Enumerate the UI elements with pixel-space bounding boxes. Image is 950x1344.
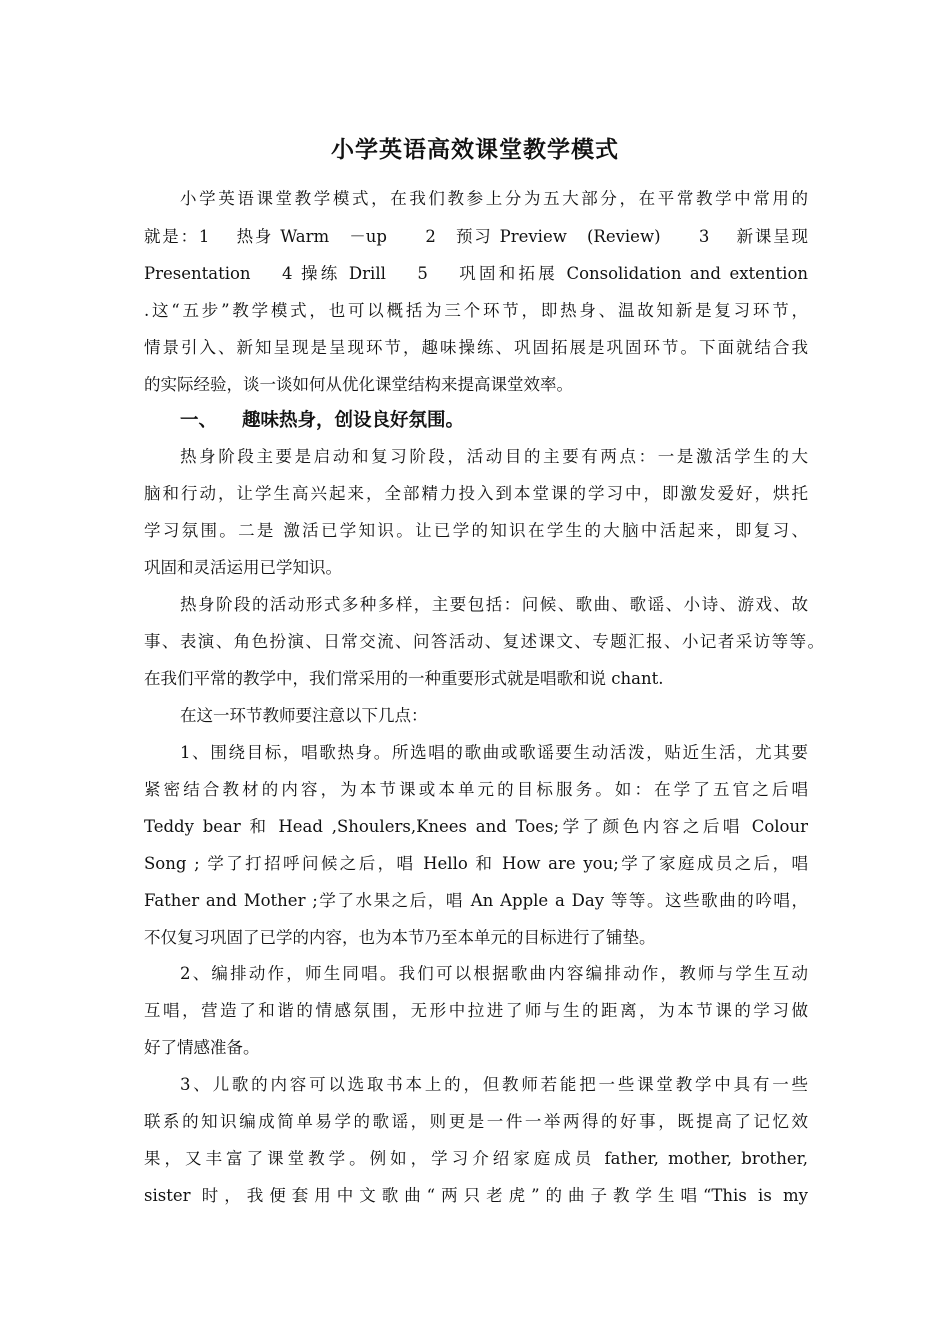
paragraph-line: 小学英语课堂教学模式，在我们教参上分为五大部分，在平常教学中常用的: [180, 189, 808, 208]
paragraph-line: 脑和行动，让学生高兴起来，全部精力投入到本堂课的学习中，即激发爱好，烘托: [144, 484, 808, 503]
paragraph-line: Teddy bear 和 Head ,Shoulers,Knees and Toes;学了颜色内容之后唱 Colour: [144, 817, 808, 836]
paragraph-line: 果，又丰富了课堂教学。例如，学习介绍家庭成员 father, mother, brother,: [144, 1149, 808, 1168]
paragraph-line: Song ; 学了打招呼问候之后，唱 Hello 和 How are you;学了家庭成员之后，唱: [144, 854, 808, 873]
paragraph-line: 在这一环节教师要注意以下几点：: [180, 706, 428, 725]
paragraph-line: 在我们平常的教学中，我们常采用的一种重要形式就是唱歌和说 chant.: [144, 669, 664, 688]
paragraph-line: 联系的知识编成简单易学的歌谣，则更是一件一举两得的好事，既提高了记忆效: [144, 1112, 808, 1131]
paragraph-line: 紧密结合教材的内容，为本节课或本单元的目标服务。如：在学了五官之后唱: [144, 780, 808, 799]
paragraph-line: Presentation 4 操练 Drill 5 巩固和拓展 Consolidation and extention: [144, 264, 808, 283]
paragraph-line: .这“五步”教学模式，也可以概括为三个环节，即热身、温故知新是复习环节，: [144, 301, 808, 320]
paragraph-line: 互唱，营造了和谐的情感氛围，无形中拉进了师与生的距离，为本节课的学习做: [144, 1001, 808, 1020]
paragraph-line: 学习氛围。二是 激活已学知识。让已学的知识在学生的大脑中活起来，即复习、: [144, 521, 808, 540]
paragraph-line: 热身阶段的活动形式多种多样，主要包括：问候、歌曲、歌谣、小诗、游戏、故: [180, 595, 808, 614]
paragraph-line: 1、围绕目标，唱歌热身。所选唱的歌曲或歌谣要生动活泼，贴近生活，尤其要: [180, 743, 808, 762]
paragraph-line: 的实际经验，谈一谈如何从优化课堂结构来提高课堂效率。: [144, 375, 573, 394]
section-heading-number: 一、: [180, 410, 218, 431]
document-title: 小学英语高效课堂教学模式: [331, 137, 619, 163]
paragraph-line: 巩固和灵活运用已学知识。: [144, 558, 342, 577]
paragraph-line: 3、儿歌的内容可以选取书本上的，但教师若能把一些课堂教学中具有一些: [180, 1075, 808, 1094]
paragraph-line: 就是：1 热身 Warm －up 2 预习 Preview (Review) 3 新课呈现: [144, 227, 808, 246]
section-heading-text: 趣味热身，创设良好氛围。: [242, 410, 465, 431]
paragraph-line: 2、编排动作，师生同唱。我们可以根据歌曲内容编排动作，教师与学生互动: [180, 964, 808, 983]
paragraph-line: 事、表演、角色扮演、日常交流、问答活动、复述课文、专题汇报、小记者采访等等。: [144, 632, 824, 651]
paragraph-line: 不仅复习巩固了已学的内容，也为本节乃至本单元的目标进行了铺垫。: [144, 928, 656, 947]
paragraph-line: 热身阶段主要是启动和复习阶段，活动目的主要有两点：一是激活学生的大: [180, 447, 808, 466]
paragraph-line: 好了情感准备。: [144, 1038, 260, 1057]
section-heading: [180, 406, 464, 432]
paragraph-line: sister 时，我便套用中文歌曲“两只老虎”的曲子教学生唱“This is my: [144, 1186, 808, 1205]
paragraph-line: Father and Mother ;学了水果之后，唱 An Apple a Day 等等。这些歌曲的吟唱，: [144, 891, 808, 910]
paragraph-line: 情景引入、新知呈现是呈现环节，趣味操练、巩固拓展是巩固环节。下面就结合我: [144, 338, 808, 357]
